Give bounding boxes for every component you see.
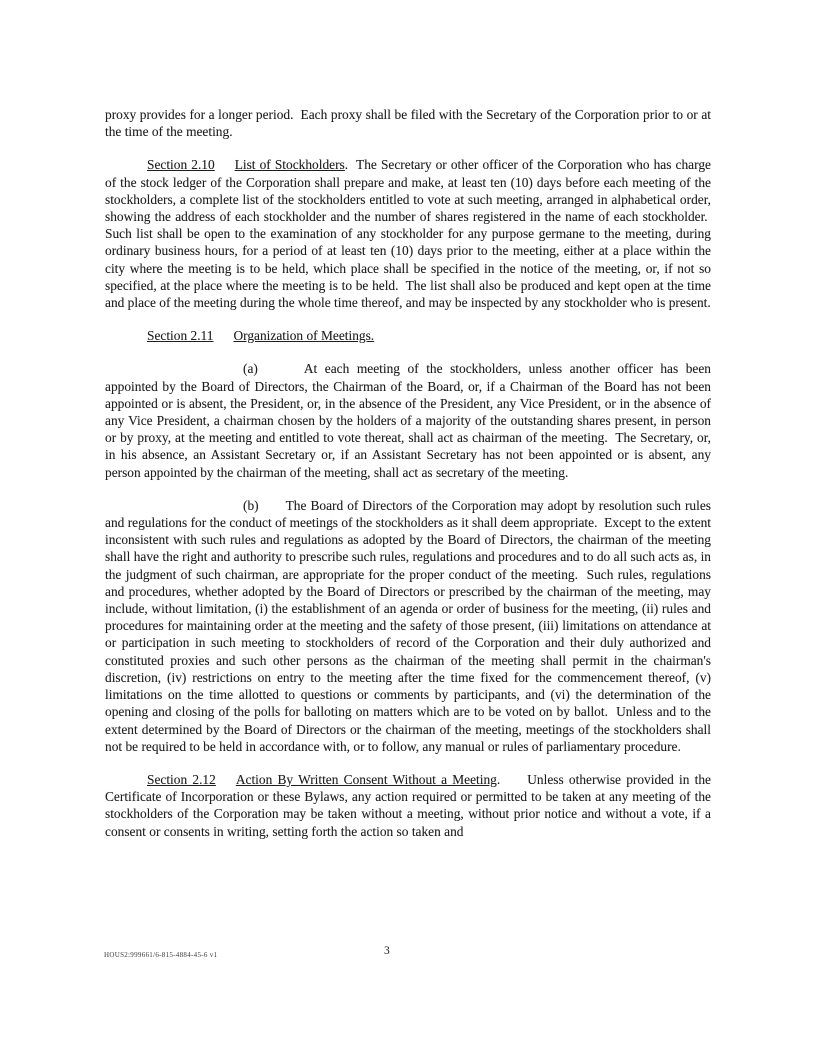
heading-segment: Section 2.11: [147, 328, 214, 344]
text-segment: proxy provides for a longer period. Each proxy shall be filed with the Secretary of the Corporation prior to or at the time of the meeting.: [105, 107, 711, 140]
paragraph: [105, 327, 711, 344]
heading-segment: List of Stockholders: [234, 157, 345, 173]
text-segment: Unless otherwise provided in the Certificate of Incorporation or these Bylaws, any action required or permitted to be taken at any meeting of the stockholders of the Corporation may be taken without a meeting, without prior notice and without a vote, if a consent or consents in writing, setting forth the action so taken and: [105, 771, 711, 839]
paragraph: [105, 156, 711, 311]
heading-segment: Section 2.12: [147, 771, 216, 787]
heading-segment: Organization of Meetings.: [233, 328, 375, 344]
text-segment: The Board of Directors of the Corporation may adopt by resolution such rules and regulations for the conduct of meetings of the stockholders as it shall deem appropriate. Except to the extent inconsistent with such rules and regulations as adopted by the Board of Directors, the chairman of the meeting shall have the right and authority to prescribe such rules, regulations and procedures and to do all such acts as, in the judgment of such chairman, are appropriate for the proper conduct of the meeting. Such rules, regulations and procedures, whether adopted by the Board of Directors or prescribed by the chairman of the meeting, may include, without limitation, (i) the establishment of an agenda or order of business for the meeting, (ii) rules and procedures for maintaining order at the meeting and the safety of those present, (iii) limitations on attendance at or participation in such meeting to stockholders of record of the Corporation and their duly authorized and constituted proxies and such other persons as the chairman of the meeting shall permit in the chairman's discretion, (iv) restrictions on entry to the meeting after the time fixed for the commencement thereof, (v) limitations on the time allotted to questions or comments by participants, and (vi) the determination of the opening and closing of the polls for balloting on matters which are to be voted on by ballot. Unless and to the extent determined by the Board of Directors or the chairman of the meeting, meetings of the stockholders shall not be required to be held in accordance with, or to follow, any manual or rules of parliamentary procedure.: [105, 497, 711, 754]
text-segment: (b): [243, 497, 259, 513]
paragraph: [105, 360, 711, 480]
document-body: [105, 106, 711, 856]
paragraph: [105, 497, 711, 755]
page-number: 3: [384, 945, 390, 957]
paragraph: [105, 771, 711, 840]
text-segment: (a): [243, 361, 258, 377]
paragraph: [105, 106, 711, 140]
text-segment: At each meeting of the stockholders, unless another officer has been appointed by the Board of Directors, the Chairman of the Board, or, if a Chairman of the Board has not been appointed or is absent, the President, or, in the absence of the President, any Vice President, or in the absence of any Vice President, a chairman chosen by the holders of a majority of the outstanding shares present, in person or by proxy, at the meeting and entitled to vote thereat, shall act as chairman of the meeting. The Secretary, or, in his absence, an Assistant Secretary or, if an Assistant Secretary has not been appointed or is absent, any person appointed by the chairman of the meeting, shall act as secretary of the meeting.: [105, 361, 711, 480]
footer-document-id: HOUS2:999661/6-815-4884-45-6 v1: [104, 951, 218, 959]
text-segment: .: [496, 771, 501, 787]
heading-segment: Section 2.10: [147, 157, 215, 173]
text-segment: . The Secretary or other officer of the Corporation who has charge of the stock ledger of the Corporation shall prepare and make, at least ten (10) days before each meeting of the stockholders, a complete list of the stockholders entitled to vote at such meeting, arranged in alphabetical order, showing the address of each stockholder and the number of shares registered in the name of each stockholder. Such list shall be open to the examination of any stockholder for any purpose germane to the meeting, during ordinary business hours, for a period of at least ten (10) days prior to the meeting, either at a place within the city where the meeting is to be held, which place shall be specified in the notice of the meeting, or, if not so specified, at the place where the meeting is to be held. The list shall also be produced and kept open at the time and place of the meeting during the whole time thereof, and may be inspected by any stockholder who is present.: [105, 157, 711, 311]
heading-segment: Action By Written Consent Without a Meeting: [235, 771, 497, 787]
